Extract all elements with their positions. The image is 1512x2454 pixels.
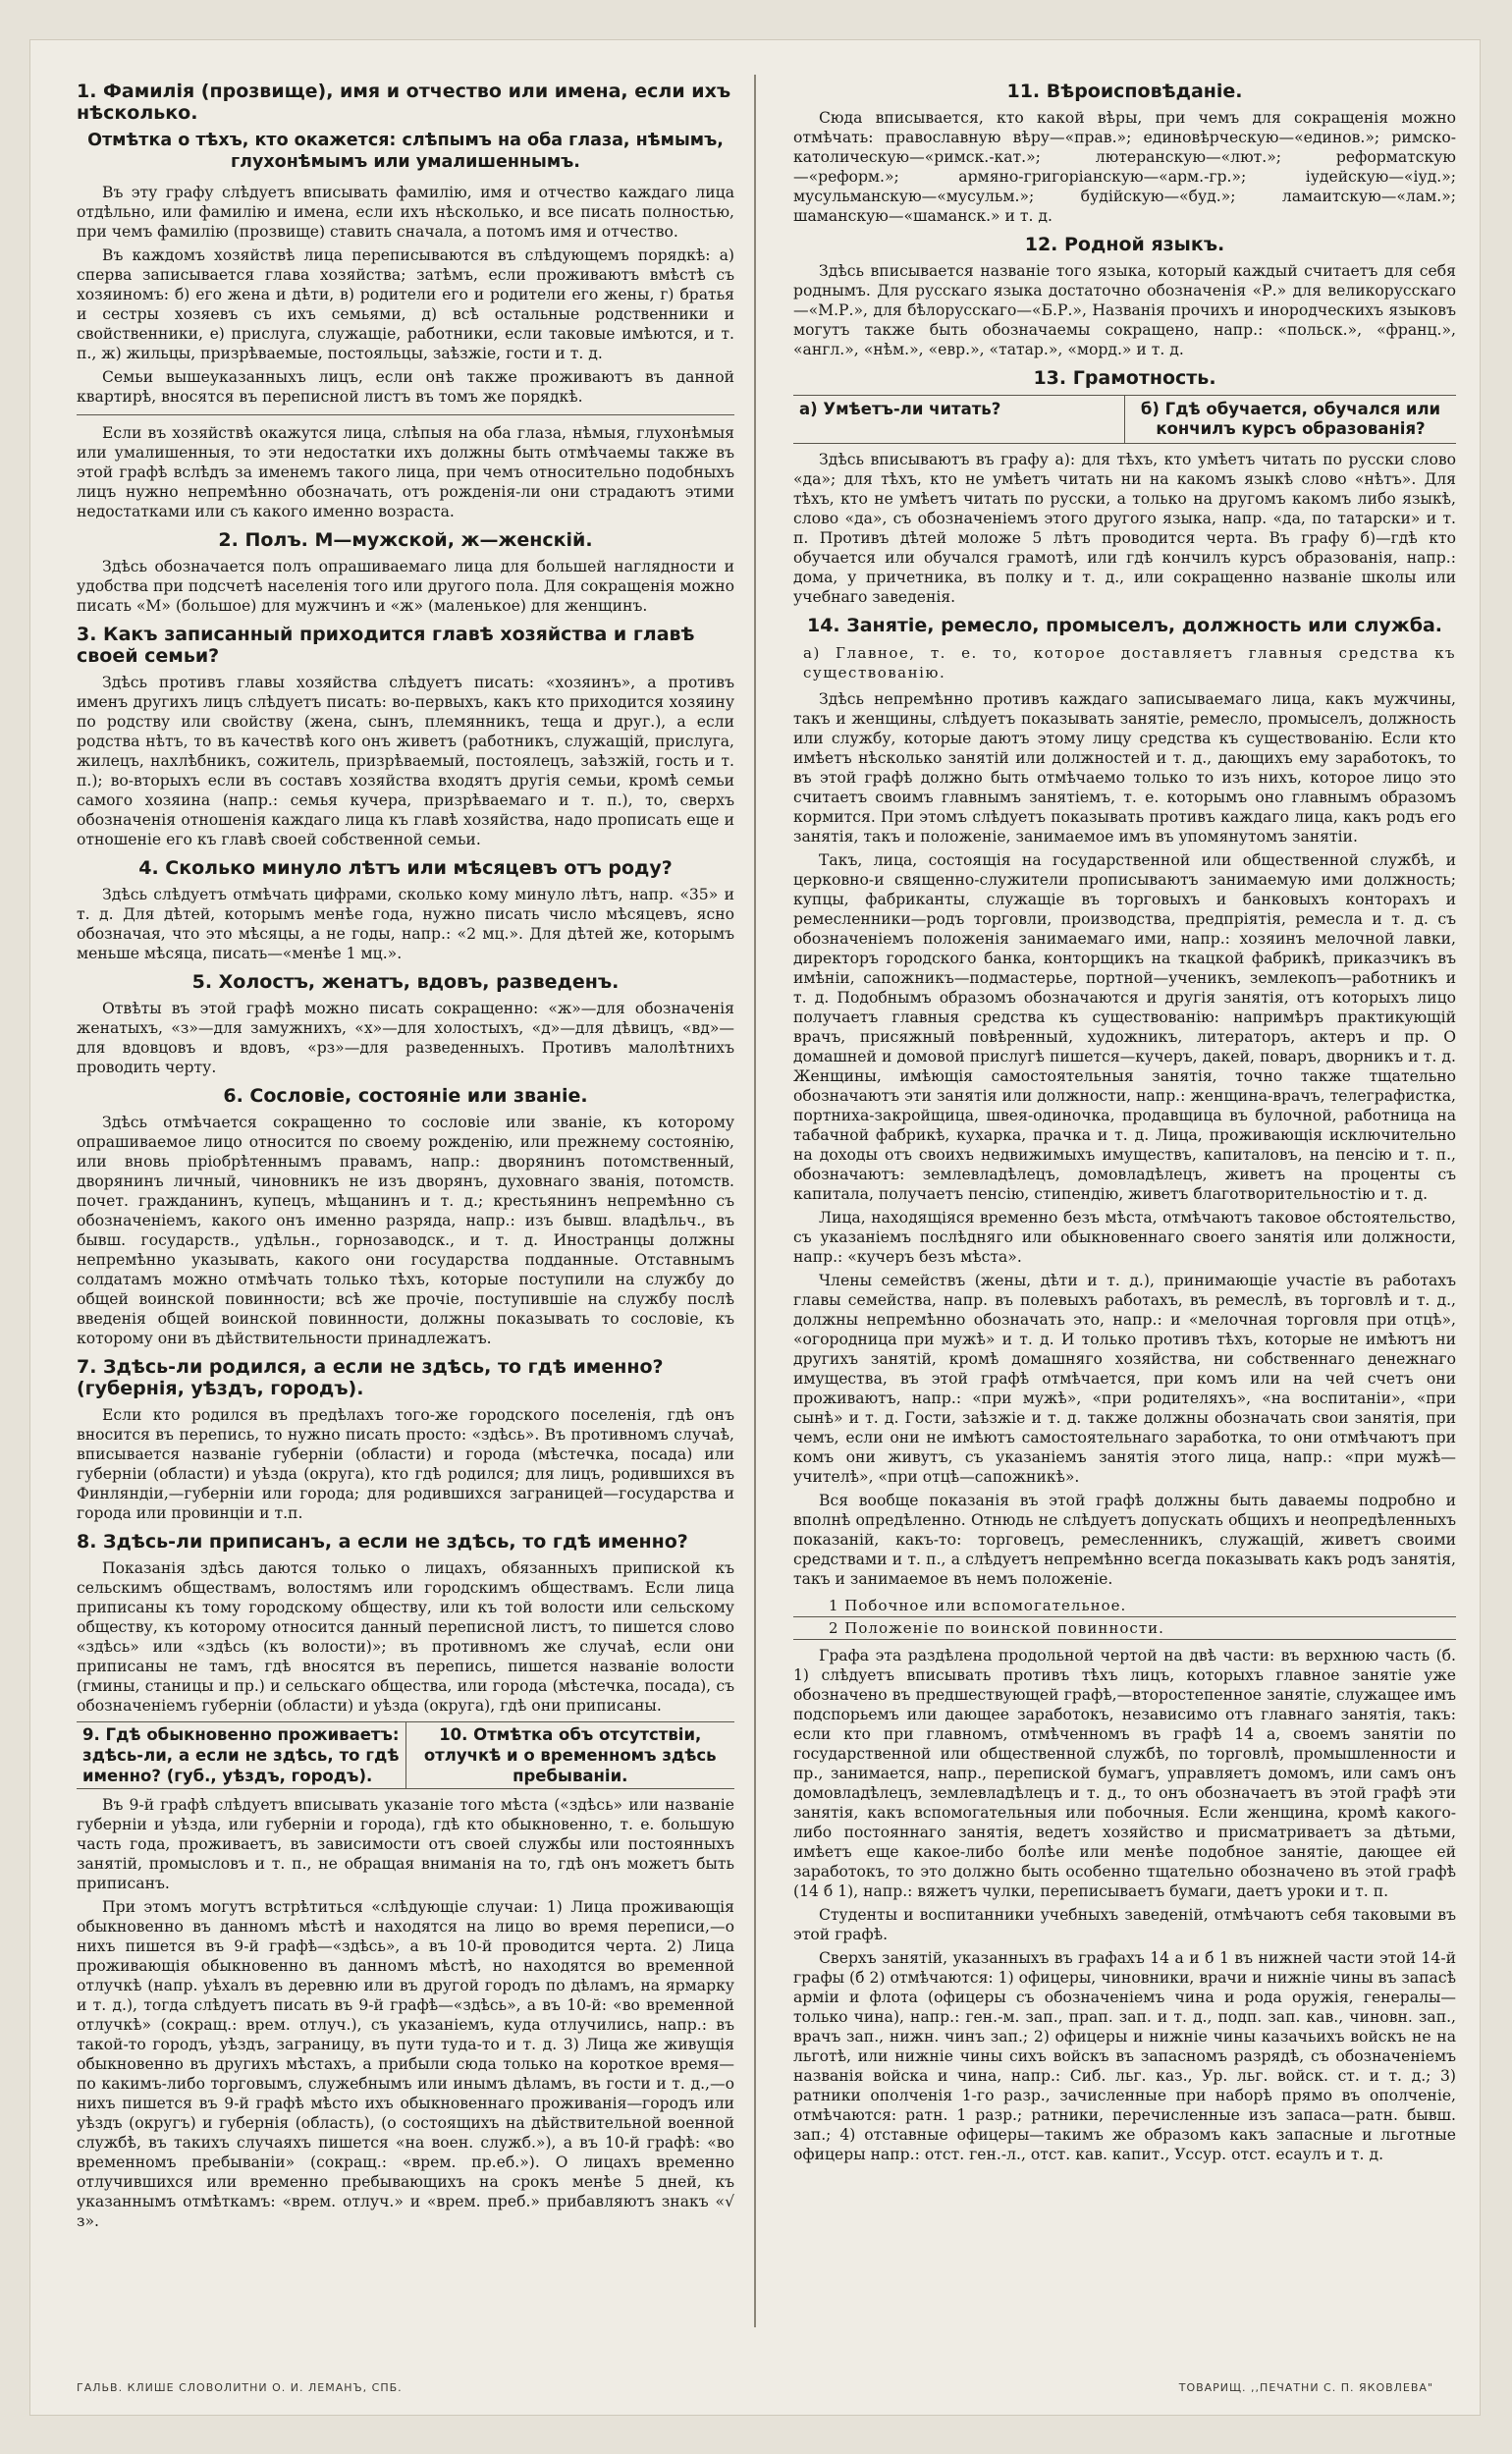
column-divider	[754, 75, 756, 2327]
section-13-text: Здѣсь вписываютъ въ графу а): для тѣхъ, кто умѣетъ читать по русски слово «да»; для тѣхъ, кто не умѣетъ читать ни на какомъ языкѣ слово «нѣтъ». Для тѣхъ, кто не умѣетъ читать по русски, а только на другомъ какомъ либо языкѣ, слово «да», съ обозначеніемъ этого другого языка, напр. «да, по татарски» и т. п. Противъ дѣтей моложе 5 лѣтъ проводится черта. Въ графу б)—гдѣ кто обучается или обучался грамотѣ, или гдѣ кончилъ курсъ образованія, напр.: дома, у причетника, въ полку и т. д., или сокращенно названіе школы или учебнаго заведенія.	[793, 451, 1456, 606]
section-13b-label: б) Гдѣ обучается, обучался или кончилъ курсъ образованія?	[1124, 396, 1456, 443]
section-9-text: При этомъ могутъ встрѣтиться «слѣдующіе случаи: 1) Лица проживающія обыкновенно въ данномъ мѣстѣ и находятся на лицо во время переписи,—о нихъ пишется въ 9-й графѣ—«здѣсь», а въ 10-й проводится черта. 2) Лица проживающія обыкновенно въ данномъ мѣстѣ, но находятся во временной отлучкѣ (напр. уѣхалъ въ деревню или въ другой городъ по дѣламъ, на ярмарку и т. д.), тогда слѣдуетъ писать въ 9-й графѣ—«здѣсь», а въ 10-й: «во временной отлучкѣ» (сокращ.: врем. отлуч.), съ указаніемъ, куда отлучились, напр.: въ такой-то городъ, уѣздъ, заграницу, въ пути туда-то и т. д. 3) Лица же живущія обыкновенно въ другихъ мѣстахъ, а прибыли сюда только на короткое время—по какимъ-либо торговымъ, служебнымъ или инымъ дѣламъ, въ гости и т. д.,—о нихъ пишется въ 9-й графѣ мѣсто ихъ обыкновеннаго проживанія—городъ или уѣздъ (округъ) и губернія (область), (о состоящихъ на дѣйствительной военной службѣ, въ такихъ случаяхъ пишется «на воен. служб.»), а въ 10-й графѣ: «во временномъ пребываніи» (сокращ.: «врем. пр.еб.»). О лицахъ временно отлучившихся или временно пребывающихъ на срокъ менѣе 5 дней, къ указаннымъ отмѣткамъ: «врем. отлуч.» и «врем. преб.» прибавляютъ знакъ «√ з».	[77, 1898, 734, 2230]
section-12-text: Здѣсь вписывается названіе того языка, который каждый считаетъ для себя роднымъ. Для русскаго языка достаточно обозначенія «Р.» для великорусскаго—«М.Р.», для бѣлорусскаго—«Б.Р.», Названія прочихъ и инородческихъ языковъ могутъ также быть обозначаемы сокращено, напр.: «польск.», «франц.», «англ.», «нѣм.», «евр.», «татар.», «морд.» и т. д.	[793, 262, 1456, 358]
section-11-title: 11. Вѣроисповѣданіе.	[1006, 81, 1243, 102]
section-8-title: 8. Здѣсь-ли приписанъ, а если не здѣсь, то гдѣ именно?	[77, 1531, 688, 1553]
section-14-text: Члены семействъ (жены, дѣти и т. д.), принимающіе участіе въ работахъ главы семейства, напр. въ полевыхъ работахъ, въ ремеслѣ, въ торговлѣ и т. д., должны непремѣнно обозначать это, напр.: и «мелочная торговля при отцѣ», «огородница при мужѣ» и т. д. И только противъ тѣхъ, которые не имѣютъ ни другихъ занятій, кромѣ домашняго хозяйства, ни собственнаго денежнаго имущества, въ этой графѣ отмѣчается, при комъ или на чей счетъ они проживаютъ, напр.: «при мужѣ», «при родителяхъ», «на воспитаніи», «при сынѣ» и т. д. Гости, заѣзжіе и т. д. также должны обозначать свои занятія, при чемъ, если они не имѣютъ самостоятельнаго заработка, то они отмѣчаютъ при комъ они живутъ, съ указаніемъ занятія этого лица, напр.: «при мужѣ—учителѣ», «при отцѣ—сапожникѣ».	[793, 1272, 1456, 1486]
section-13-columns	[793, 395, 1456, 444]
section-14-title: 14. Занятіе, ремесло, промыселъ, должность или служба.	[806, 615, 1443, 636]
printer-imprint-left: ГАЛЬВ. КЛИШЕ СЛОВОЛИТНИ О. И. ЛЕМАНЪ, СПБ.	[77, 2381, 403, 2394]
section-14b-text: Студенты и воспитанники учебныхъ заведеній, отмѣчаютъ себя таковыми въ этой графѣ.	[793, 1906, 1456, 1943]
section-2-title: 2. Полъ. М—мужской, ж—женскій.	[218, 529, 593, 551]
left-column	[77, 73, 734, 2337]
section-9-text: Въ 9-й графѣ слѣдуетъ вписывать указаніе того мѣста («здѣсь» или названіе губерніи и уѣзда, или губерніи и города), гдѣ кто обыкновенно, т. е. большую часть года, проживаетъ, въ зависимости отъ своей службы или постоянныхъ занятій, промысловъ и т. п., не обращая вниманія на то, гдѣ онъ можетъ быть приписанъ.	[77, 1796, 734, 1892]
section-1-text: Въ каждомъ хозяйствѣ лица переписываются въ слѣдующемъ порядкѣ: а) сперва записывается глава хозяйства; затѣмъ, если проживаютъ вмѣстѣ съ хозяиномъ: б) его жена и дѣти, в) родители его и родители его жены, г) братья и сестры хозяевъ съ ихъ семьями, д) всѣ остальные родственники и свойственники, е) прислуга, служащіе, работники, если таковые имѣются, и т. п., ж) жильцы, призрѣваемые, постояльцы, заѣзжіе, гости и т. д.	[77, 246, 734, 362]
section-14b2-label: 2 Положеніе по воинской повинности.	[793, 1617, 1456, 1640]
section-1-text: Семьи вышеуказанныхъ лицъ, если онѣ также проживаютъ въ данной квартирѣ, вносятся въ переписной листъ въ томъ же порядкѣ.	[77, 368, 734, 406]
section-7-text: Если кто родился въ предѣлахъ того-же городского поселенія, гдѣ онъ вносится въ перепись, то нужно писать просто: «здѣсь». Въ противномъ случаѣ, вписывается названіе губерніи (области) и города (мѣстечка, посада) или губерніи (области) и уѣзда (округа), кто гдѣ родился; для лицъ, родившихся въ Финляндіи,—губерніи или города; для родившихся заграницей—государства и города или провинціи и т.п.	[77, 1406, 734, 1522]
section-8-text: Показанія здѣсь даются только о лицахъ, обязанныхъ припиской къ сельскимъ обществамъ, волостямъ или городскимъ обществамъ. Если лица приписаны къ тому городскому обществу, или къ той волости или сельскому обществу, къ которому относится данный переписной листъ, то пишется слово «здѣсь» или «здѣсь (къ волости)»; въ противномъ же случаѣ, если они приписаны не тамъ, гдѣ вносятся въ перепись, пишется названіе волости (гмины, станицы и пр.) и сельскаго общества, или города (мѣстечка, посада), съ обозначеніемъ губерніи (области) и уѣзда (округа), гдѣ они приписаны.	[77, 1559, 734, 1715]
section-12-title: 12. Родной языкъ.	[1024, 234, 1225, 255]
section-1-text: Если въ хозяйствѣ окажутся лица, слѣпыя на оба глаза, нѣмыя, глухонѣмыя или умалишенныя, то эти недостатки ихъ должны быть отмѣчаемы также въ этой графѣ вслѣдъ за именемъ такого лица, при чемъ относительно подобныхъ лицъ нужно непремѣнно обозначать, отъ рожденія-ли они страдаютъ этими недостатками или съ какого именно возраста.	[77, 424, 734, 520]
census-instruction-sheet	[29, 39, 1481, 2416]
section-10-title: 10. Отмѣтка объ отсутствіи, отлучкѣ и о временномъ здѣсь пребываніи.	[405, 1722, 735, 1788]
section-5-text: Отвѣты въ этой графѣ можно писать сокращенно: «ж»—для обозначенія женатыхъ, «з»—для замужнихъ, «х»—для холостыхъ, «д»—для дѣвицъ, «вд»—для вдовцовъ и вдовъ, «рз»—для разведенныхъ. Противъ малолѣтнихъ проводить черту.	[77, 1000, 734, 1076]
section-14b-header	[793, 1595, 1456, 1640]
section-1-text: Въ эту графу слѣдуетъ вписывать фамилію, имя и отчество каждаго лица отдѣльно, или фамилію и имена, если ихъ нѣсколько, и все писать полностью, при чемъ фамилію (прозвище) ставить сначала, а потомъ имя и отчество.	[77, 184, 734, 241]
section-14-text: Такъ, лица, состоящія на государственной или общественной службѣ, и церковно-и священно-служители прописываютъ занимаемую ими должность; купцы, фабриканты, служащіе въ торговыхъ и банковыхъ конторахъ и ремесленники—родъ торговли, производства, предпріятія, ремесла и т. д. съ обозначеніемъ положенія занимаемаго ими, напр.: хозяинъ мелочной лавки, директоръ городского банка, конторщикъ на ткацкой фабрикѣ, приказчикъ въ имѣніи, сапожникъ—подмастерье, портной—ученикъ, землекопъ—работникъ и т. д. Подобнымъ образомъ обозначаются и другія занятія, отъ которыхъ лицо получаетъ главныя средства къ существованію: напримѣръ практикующій врачъ, присяжный повѣренный, художникъ, литераторъ, актеръ и пр. О домашней и домовой прислугѣ пишется—кучеръ, дакей, поваръ, дворникъ и т. д. Женщины, имѣющія самостоятельныя занятія, точно также тщательно обозначаютъ эти занятія или должности, напр.: женщина-врачъ, телеграфистка, портниха-закройщица, швея-одиночка, продавщица въ булочной, работница на табачной фабрикѣ, кухарка, прачка и т. д. Лица, проживающія исключительно на доходы отъ своихъ недвижимыхъ имуществъ, капиталовъ, на пенсію и т. п., обозначаютъ: землевладѣлецъ, домовладѣлецъ, живетъ на проценты съ капитала, получаетъ пенсію, стипендію, живетъ благотворительностію и т. д.	[793, 851, 1456, 1203]
section-14-text: Вся вообще показанія въ этой графѣ должны быть даваемы подробно и вполнѣ опредѣленно. Отнюдь не слѣдуетъ допускать общихъ и неопредѣленныхъ показаній, какъ-то: торговецъ, ремесленникъ, служащій, живетъ своими средствами и т. п., а слѣдуетъ непремѣнно всегда показывать какъ родъ занятія, такъ и занимаемое въ немъ положеніе.	[793, 1492, 1456, 1588]
section-6-title: 6. Сословіе, состояніе или званіе.	[223, 1085, 588, 1107]
section-1-title: 1. Фамилія (прозвище), имя и отчество или имена, если ихъ нѣсколько.	[77, 81, 731, 124]
section-14b1-label: 1 Побочное или вспомогательное.	[793, 1595, 1456, 1617]
sections-9-10-header	[77, 1721, 734, 1789]
section-13-title: 13. Грамотность.	[1033, 367, 1216, 389]
section-13a-label: а) Умѣетъ-ли читать?	[799, 400, 1001, 418]
section-1-subtitle: Отмѣтка о тѣхъ, кто окажется: слѣпымъ на оба глаза, нѣмымъ, глухонѣмымъ или умалишеннымъ.	[87, 131, 724, 172]
divider-line	[77, 414, 734, 415]
section-14b-text: Графа эта раздѣлена продольной чертой на двѣ части: въ верхнюю часть (б. 1) слѣдуетъ вписывать противъ тѣхъ лицъ, которыхъ главное занятіе уже обозначено въ предшествующей графѣ,—второстепенное занятіе, служащее имъ подспорьемъ или дающее заработокъ, независимо отъ главнаго занятія, такъ: если кто при главномъ, отмѣченномъ въ графѣ 14 а, своемъ занятіи по государственной или общественной службѣ, по торговлѣ, промышленности и пр., занимается, напр., перепиской бумагъ, управляетъ домомъ, или самъ онъ домовладѣлецъ, землевладѣлецъ и т. д., то онъ обозначаетъ въ этой графѣ эти занятія, какъ вспомогательныя или побочныя. Если женщина, кромѣ какого-либо постояннаго занятія, ведетъ хозяйство и присматриваетъ за дѣтьми, имѣетъ еще какое-либо болѣе или менѣе подобное занятіе, дающее ей заработокъ, то это должно быть особенно тщательно обозначено въ этой графѣ (14 б 1), напр.: вяжетъ чулки, переписываетъ бумаги, даетъ уроки и т. п.	[793, 1647, 1456, 1900]
section-7-title: 7. Здѣсь-ли родился, а если не здѣсь, то гдѣ именно? (губернія, уѣздъ, городъ).	[77, 1356, 664, 1399]
section-2-text: Здѣсь обозначается полъ опрашиваемаго лица для большей наглядности и удобства при подсчетѣ населенія того или другого пола. Для сокращенія можно писать «М» (большое) для мужчинъ и «ж» (маленькое) для женщинъ.	[77, 558, 734, 615]
section-6-text: Здѣсь отмѣчается сокращенно то сословіе или званіе, къ которому опрашиваемое лицо относится по своему рожденію, или прежнему состоянію, или вновь пріобрѣтеннымъ правамъ, напр.: дворянинъ потомственный, дворянинъ личный, чиновникъ не изъ дворянъ, духовнаго званія, потомств. почет. гражданинъ, купецъ, мѣщанинъ и т. д.; крестьянинъ непремѣнно съ обозначеніемъ, какого онъ именно разряда, напр.: изъ бывш. владѣльч., въ бывш. государств., удѣльн., горнозаводск., и т. д. Иностранцы должны непремѣнно указывать, какого они государства подданные. Отставнымъ солдатамъ можно отмѣчать только тѣхъ, которые поступили на службу до общей воинской повинности; всѣ же прочіе, поступившіе на службу послѣ введенія общей воинской повинности, должны показывать то сословіе, къ которому они въ дѣйствительности принадлежатъ.	[77, 1114, 734, 1347]
printer-imprint-right: ТОВАРИЩ. ,,ПЕЧАТНИ С. П. ЯКОВЛЕВА"	[1178, 2381, 1433, 2394]
right-column	[793, 73, 1456, 2337]
section-14a-subtitle-wrap	[793, 642, 1456, 683]
section-9-title: 9. Гдѣ обыкновенно проживаетъ: здѣсь-ли, а если не здѣсь, то гдѣ именно? (губ., уѣздъ, городъ).	[82, 1725, 400, 1785]
section-14a-subtitle: а) Главное, т. е. то, которое доставляетъ главныя средства къ существованію.	[803, 644, 1456, 682]
section-4-text: Здѣсь слѣдуетъ отмѣчать цифрами, сколько кому минуло лѣтъ, напр. «35» и т. д. Для дѣтей, которымъ менѣе года, нужно писать число мѣсяцевъ, ясно обозначая, что это мѣсяцы, а не годы, напр.: «2 мц.». Для дѣтей же, которымъ меньше мѣсяца, писать—«менѣе 1 мц.».	[77, 886, 734, 962]
section-3-text: Здѣсь противъ главы хозяйства слѣдуетъ писать: «хозяинъ», а противъ именъ другихъ лицъ слѣдуетъ писать: во-первыхъ, какъ кто приходится хозяину по родству или свойству (жена, сынъ, племянникъ, теща и друг.), а если родства нѣтъ, то въ качествѣ кого онъ живетъ (работникъ, служащій, прислуга, жилецъ, нахлѣбникъ, сожитель, призрѣваемый, постоялецъ, заѣзжій, гость и т. п.); во-вторыхъ если въ составъ хозяйства входятъ другія семьи, кромѣ семьи самого хозяина (напр.: семья кучера, призрѣваемаго и т. п.), то, сверхъ обозначенія отношенія каждаго лица къ главѣ хозяйства, надо прописать еще и отношеніе его къ главѣ своей собственной семьи.	[77, 674, 734, 848]
section-3-title: 3. Какъ записанный приходится главѣ хозяйства и главѣ своей семьи?	[77, 624, 695, 667]
section-11-text: Сюда вписывается, кто какой вѣры, при чемъ для сокращенія можно отмѣчать: православную вѣру—«прав.»; единовѣрческую—«единов.»; римско-католическую—«римск.-кат.»; лютеранскую—«лют.»; реформатскую—«реформ.»; армяно-григоріанскую—«арм.-гр.»; іудейскую—«іуд.»; мусульманскую—«мусульм.»; будійскую—«буд.»; ламаитскую—«лам.»; шаманскую—«шаманск.» и т. д.	[793, 109, 1456, 225]
section-14-text: Здѣсь непремѣнно противъ каждаго записываемаго лица, какъ мужчины, такъ и женщины, слѣдуетъ показывать занятіе, ремесло, промыселъ, должность или службу, которые даютъ этому лицу средства къ существованію. Если кто имѣетъ нѣсколько занятій или должностей и т. д., дающихъ ему заработокъ, то въ этой графѣ должно быть отмѣчаемо только то изъ нихъ, которое лицо это считаетъ своимъ главнымъ занятіемъ, т. е. которымъ оно главнымъ образомъ кормится. При этомъ слѣдуетъ показывать противъ каждаго лица, какъ родъ его занятія, такъ и положеніе, занимаемое имъ въ упомянутомъ занятіи.	[793, 690, 1456, 845]
section-4-title: 4. Сколько минуло лѣтъ или мѣсяцевъ отъ роду?	[138, 857, 673, 879]
section-14-text: Лица, находящіяся временно безъ мѣста, отмѣчаютъ таковое обстоятельство, съ указаніемъ послѣдняго или обыкновеннаго своего занятія или должности, напр.: «кучеръ безъ мѣста».	[793, 1209, 1456, 1266]
section-14b-text: Сверхъ занятій, указанныхъ въ графахъ 14 а и б 1 въ нижней части этой 14-й графы (б 2) отмѣчаются: 1) офицеры, чиновники, врачи и нижніе чины въ запасѣ арміи и флота (офицеры съ обозначеніемъ чина и рода оружія, генералы—только чина), напр.: ген.-м. зап., прап. зап. и т. д., подп. зап. кав., чиновн. зап., врачъ зап., нижн. чинъ зап.; 2) офицеры и нижніе чины казачьихъ войскъ не на льготѣ, или нижніе чины сихъ войскъ въ запасномъ разрядѣ, съ обозначеніемъ названія войска и чина, напр.: Сиб. льг. каз., Ур. льг. войск. ст. и т. д.; 3) ратники ополченія 1-го разр., зачисленные при наборѣ прямо въ ополченіе, отмѣчаются: ратн. 1 разр.; ратники, перечисленные изъ запаса—ратн. бывш. зап.; 4) отставные офицеры—такимъ же образомъ какъ запасные и льготные офицеры напр.: отст. ген.-л., отст. кав. капит., Уссур. отст. есаулъ и т. д.	[793, 1949, 1456, 2163]
section-5-title: 5. Холостъ, женатъ, вдовъ, разведенъ.	[191, 971, 620, 993]
